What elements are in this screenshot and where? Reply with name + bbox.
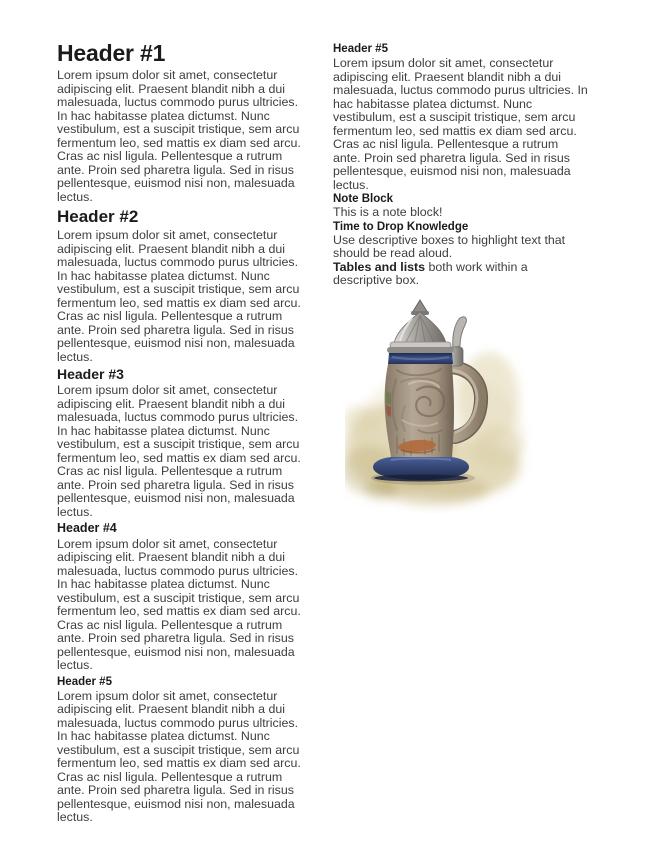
section-1 (57, 40, 310, 204)
heading-3: Header #3 (57, 366, 124, 382)
note-block-label: Note Block (333, 193, 394, 205)
paragraph: Lorem ipsum dolor sit amet, consectetur adipiscing elit. Praesent blandit nibh a dui malesuada, luctus commodo purus ultricies. In hac habitasse platea dictumst. Nunc vestibulum, est a suscipit tristique, sem arcu fermentum leo, sed mattis ex diam sed arcu. Cras ac nisl ligula. Pellentesque a rutrum ante. Proin sed pharetra ligula. Sed in risus pellentesque, euismod nisi non, malesuada lectus. (57, 688, 301, 824)
paragraph: Lorem ipsum dolor sit amet, consectetur adipiscing elit. Praesent blandit nibh a dui malesuada, luctus commodo purus ultricies. In hac habitasse platea dictumst. Nunc vestibulum, est a suscipit tristique, sem arcu fermentum leo, sed mattis ex diam sed arcu. Cras ac nisl ligula. Pellentesque a rutrum ante. Proin sed pharetra ligula. Sed in risus pellentesque, euismod nisi non, malesuada lectus. (57, 68, 301, 204)
note-block-text: This is a note block! (333, 205, 443, 219)
stein-lid (387, 300, 454, 353)
knowledge-block-label: Time to Drop Knowledge (333, 220, 469, 233)
paragraph: Lorem ipsum dolor sit amet, consectetur adipiscing elit. Praesent blandit nibh a dui malesuada, luctus commodo purus ultricies. In hac habitasse platea dictumst. Nunc vestibulum, est a suscipit tristique, sem arcu fermentum leo, sed mattis ex diam sed arcu. Cras ac nisl ligula. Pellentesque a rutrum ante. Proin sed pharetra ligula. Sed in risus pellentesque, euismod nisi non, malesuada lectus. (57, 228, 301, 364)
stein-figure (345, 298, 589, 513)
heading-1: Header #1 (57, 40, 166, 66)
tables-lists-line (333, 261, 589, 288)
note-block (333, 193, 589, 220)
paragraph: Lorem ipsum dolor sit amet, consectetur adipiscing elit. Praesent blandit nibh a dui malesuada, luctus commodo purus ultricies. In hac habitasse platea dictumst. Nunc vestibulum, est a suscipit tristique, sem arcu fermentum leo, sed mattis ex diam sed arcu. Cras ac nisl ligula. Pellentesque a rutrum ante. Proin sed pharetra ligula. Sed in risus pellentesque, euismod nisi non, malesuada lectus. (57, 383, 301, 519)
heading-2: Header #2 (57, 207, 139, 226)
stein-base (373, 457, 469, 482)
tables-lists-rest: both work within a descriptive box. (333, 259, 528, 287)
section-5-continued (333, 43, 589, 192)
heading-5: Header #5 (57, 675, 112, 688)
tables-lists-bold: Tables and lists (333, 259, 426, 274)
section-3 (57, 367, 310, 519)
beer-stein-illustration (345, 298, 589, 513)
stein-top-band (388, 353, 453, 364)
heading-5: Header #5 (333, 43, 388, 55)
paragraph: Lorem ipsum dolor sit amet, consectetur adipiscing elit. Praesent blandit nibh a dui malesuada, luctus commodo purus ultricies. In hac habitasse platea dictumst. Nunc vestibulum, est a suscipit tristique, sem arcu fermentum leo, sed mattis ex diam sed arcu. Cras ac nisl ligula. Pellentesque a rutrum ante. Proin sed pharetra ligula. Sed in risus pellentesque, euismod nisi non, malesuada lectus. (57, 536, 301, 672)
section-2 (57, 207, 310, 364)
heading-4: Header #4 (57, 521, 117, 535)
knowledge-block-text: Use descriptive boxes to highlight text that should be read aloud. (333, 232, 566, 260)
paragraph: Lorem ipsum dolor sit amet, consectetur adipiscing elit. Praesent blandit nibh a dui malesuada, luctus commodo purus ultricies. In hac habitasse platea dictumst. Nunc vestibulum, est a suscipit tristique, sem arcu fermentum leo, sed mattis ex diam sed arcu. Cras ac nisl ligula. Pellentesque a rutrum ante. Proin sed pharetra ligula. Sed in risus pellentesque, euismod nisi non, malesuada lectus. (333, 56, 588, 192)
section-5 (57, 676, 310, 825)
right-column (333, 40, 589, 826)
crest-green-hint (386, 391, 391, 405)
section-4 (57, 522, 310, 673)
left-column (57, 40, 310, 826)
stein-body (385, 364, 454, 457)
knowledge-block (333, 221, 589, 261)
